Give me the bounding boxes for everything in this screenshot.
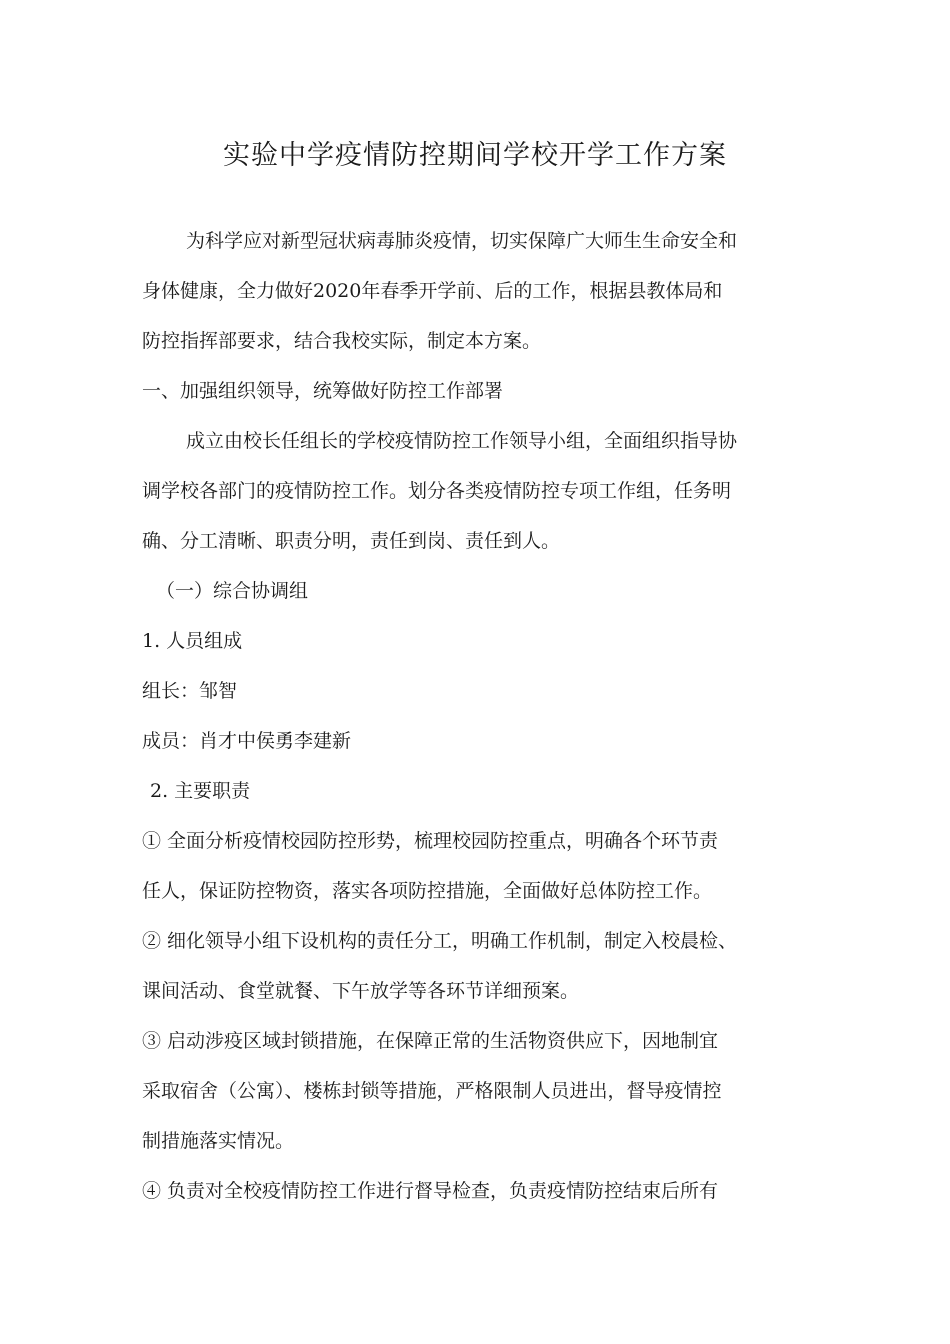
list-item: ① 全面分析疫情校园防控形势，梳理校园防控重点，明确各个环节责 (142, 830, 719, 852)
paragraph-line: 制措施落实情况。 (142, 1130, 295, 1152)
numbered-item: 2. 主要职责 (150, 780, 251, 802)
section-heading: 一、加强组织领导，统筹做好防控工作部署 (142, 380, 504, 402)
document-title: 实验中学疫情防控期间学校开学工作方案 (223, 140, 727, 171)
paragraph-line: 采取宿舍（公寓）、楼栋封锁等措施，严格限制人员进出，督导疫情控 (142, 1080, 722, 1102)
paragraph-line: 调学校各部门的疫情防控工作。划分各类疫情防控专项工作组，任务明 (142, 480, 732, 502)
paragraph-line: 防控指挥部要求，结合我校实际，制定本方案。 (142, 330, 542, 352)
paragraph-line: 组长：邹智 (142, 680, 238, 702)
paragraph-line: 成立由校长任组长的学校疫情防控工作领导小组，全面组织指导协 (186, 430, 738, 452)
paragraph-line: 为科学应对新型冠状病毒肺炎疫情，切实保障广大师生生命安全和 (186, 230, 738, 252)
list-item: ③ 启动涉疫区域封锁措施，在保障正常的生活物资供应下，因地制宜 (142, 1030, 719, 1052)
document-body (142, 216, 842, 1216)
list-item: ② 细化领导小组下设机构的责任分工，明确工作机制，制定入校晨检、 (142, 930, 738, 952)
paragraph-line: 身体健康，全力做好2020年春季开学前、后的工作，根据县教体局和 (142, 280, 723, 302)
paragraph-line: 确、分工清晰、职责分明，责任到岗、责任到人。 (142, 530, 561, 552)
numbered-item: 1. 人员组成 (142, 630, 243, 652)
paragraph-line: 成员：肖才中侯勇李建新 (142, 730, 352, 752)
paragraph-line: 任人，保证防控物资，落实各项防控措施，全面做好总体防控工作。 (142, 880, 713, 902)
paragraph-line: 课间活动、食堂就餐、下午放学等各环节详细预案。 (142, 980, 580, 1002)
subsection-heading: （一）综合协调组 (156, 580, 309, 602)
list-item: ④ 负责对全校疫情防控工作进行督导检查，负责疫情防控结束后所有 (142, 1180, 719, 1202)
